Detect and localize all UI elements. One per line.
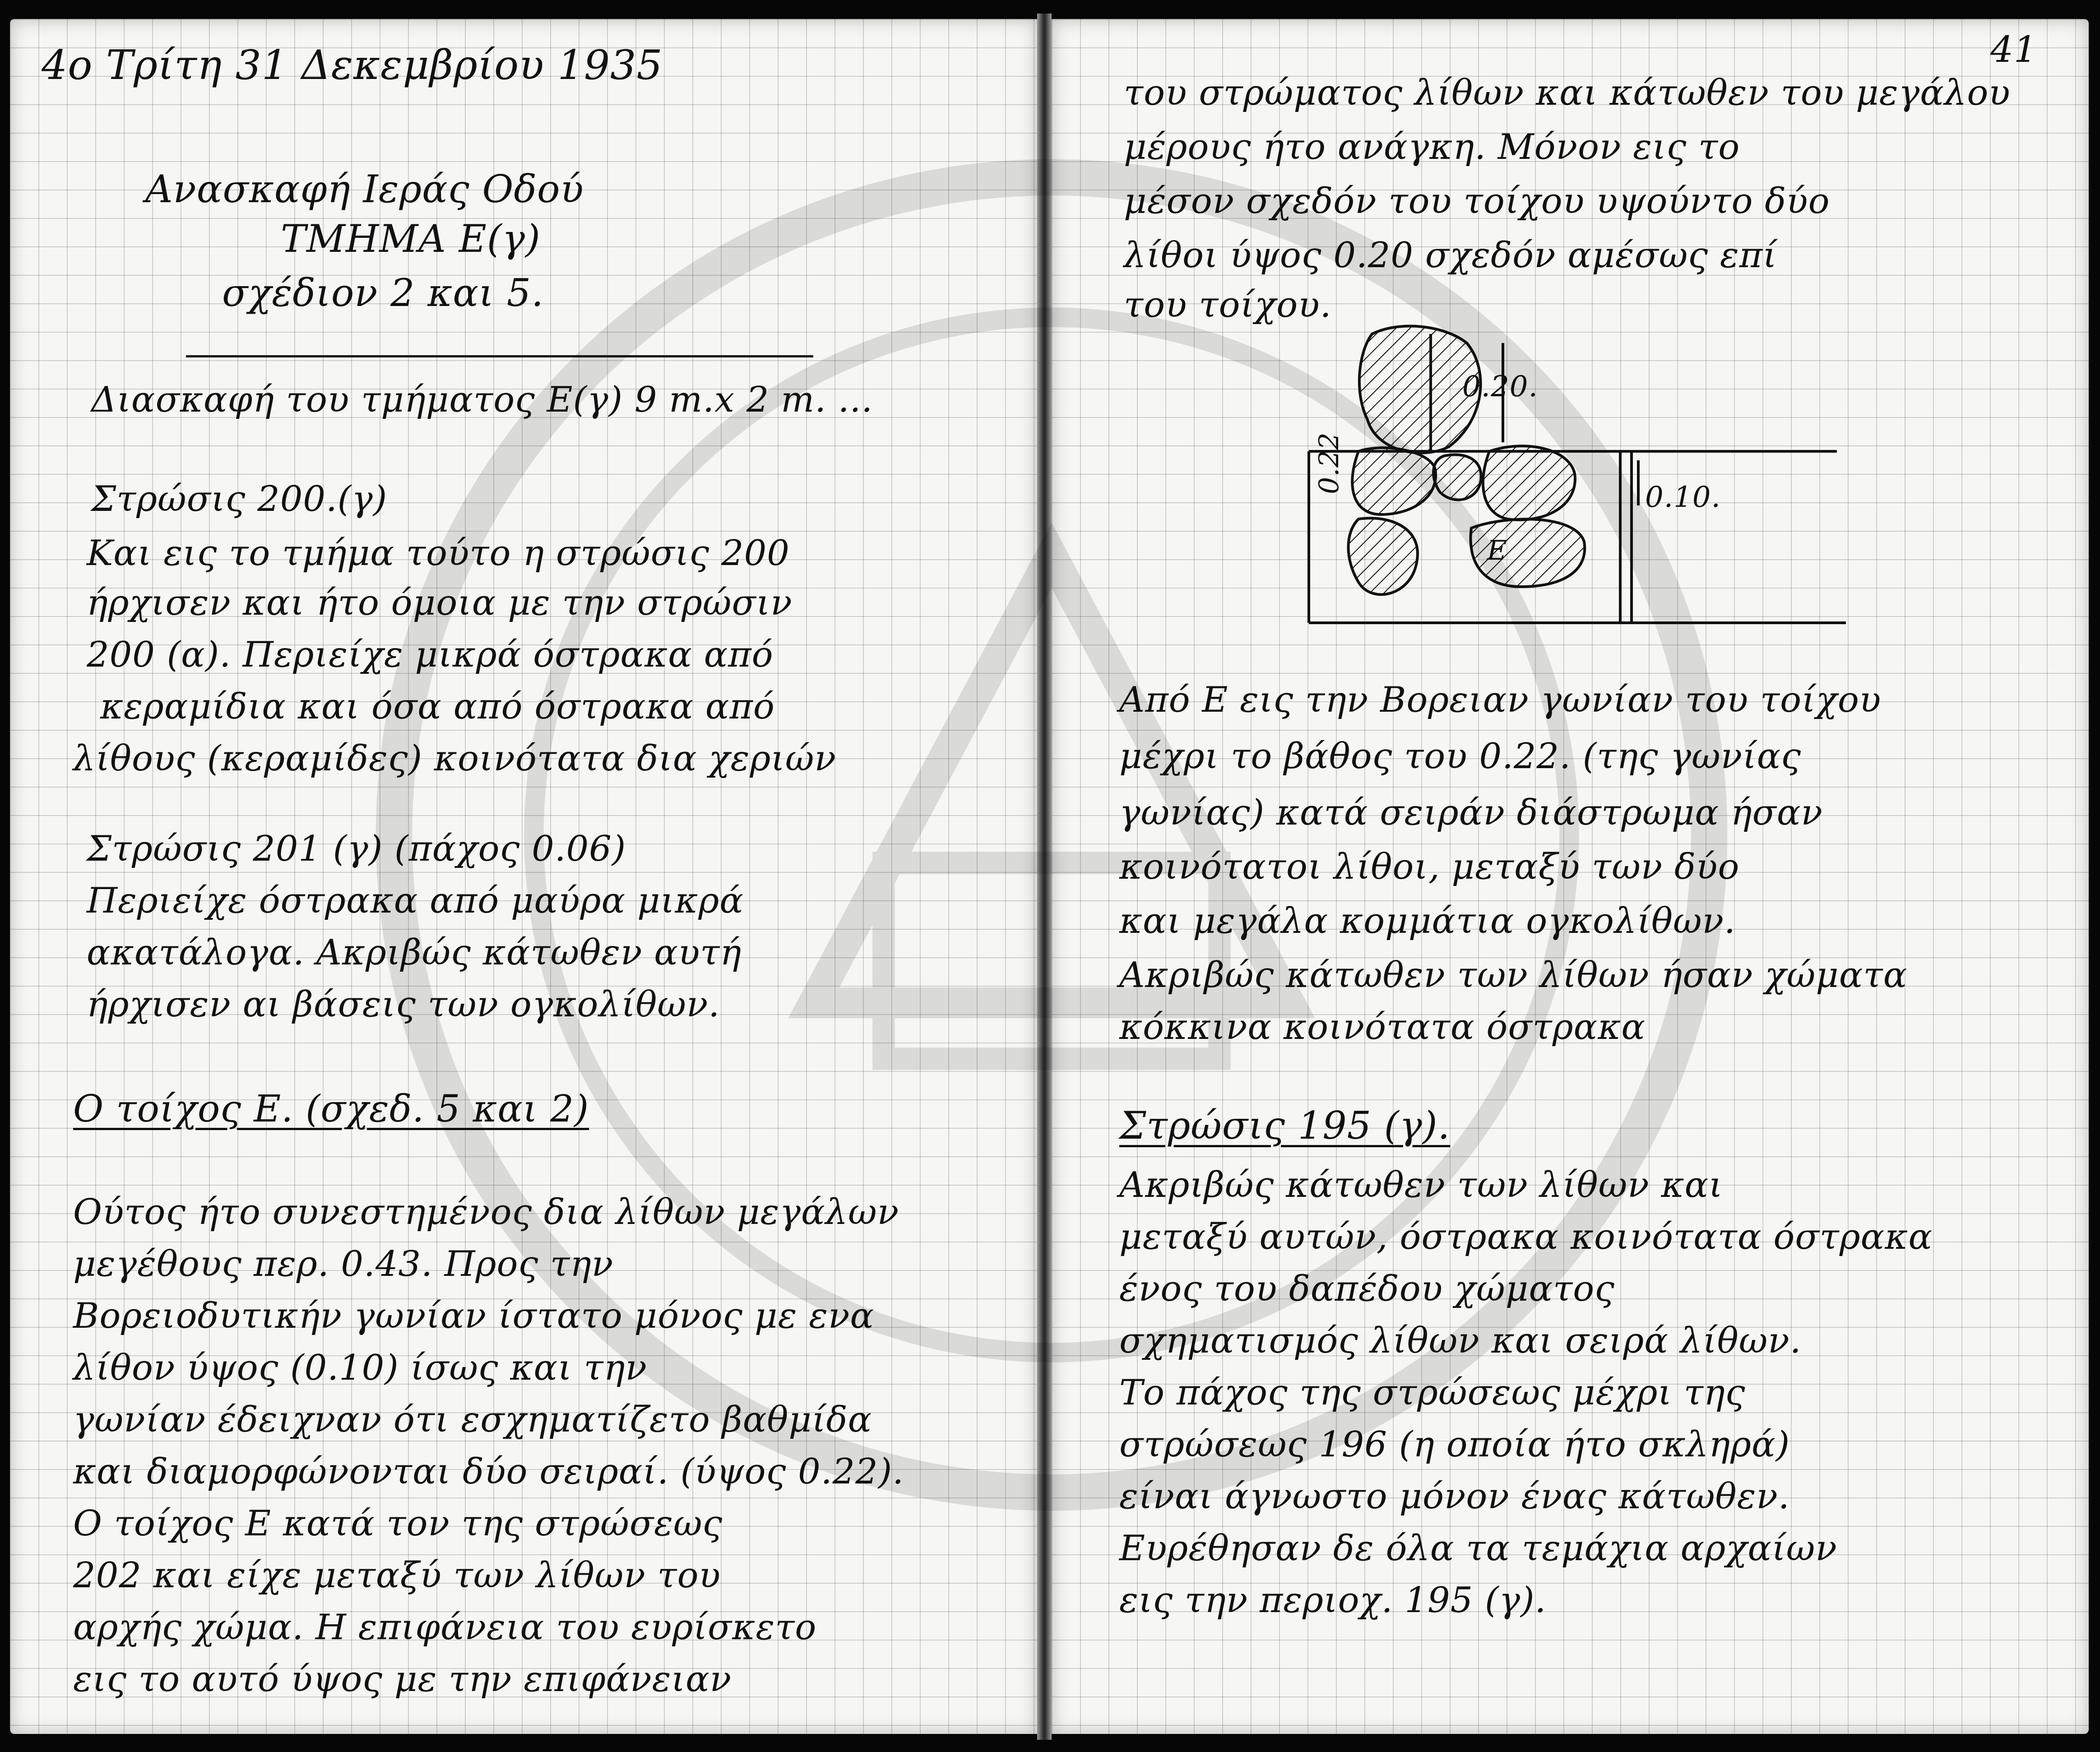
text-line: λίθους (κεραμίδες) κοινότατα δια χεριών: [73, 738, 836, 779]
text-line: μέρους ήτο ανάγκη. Μόνον εις το: [1124, 127, 1740, 167]
text-line: μέσον σχεδόν του τοίχου υψούντο δύο: [1124, 181, 1830, 222]
text-line: ακατάλογα. Ακριβώς κάτωθεν αυτή: [87, 932, 742, 973]
heading-section: ΤΜΗΜΑ Ε(γ): [281, 217, 541, 261]
text-line: μέχρι το βάθος του 0.22. (της γωνίας: [1119, 736, 1802, 777]
text-line: Βορειοδυτικήν γωνίαν ίστατο μόνος με ενα: [73, 1296, 875, 1336]
text-line: και μεγάλα κομμάτια ογκολίθων.: [1119, 901, 1736, 941]
text-line: του τοίχου.: [1124, 285, 1332, 325]
text-line: Διασκαφή του τμήματος Ε(γ) 9 m.x 2 m. ...: [91, 380, 873, 420]
notebook-gutter: [1037, 14, 1052, 1740]
text-line: σχηματισμός λίθων και σειρά λίθων.: [1119, 1321, 1802, 1361]
section-heading: Στρώσις 201 (γ) (πάχος 0.06): [87, 829, 626, 869]
text-line: κόκκινα κοινότατα όστρακα: [1119, 1007, 1646, 1047]
text-line: μεγέθους περ. 0.43. Προς την: [73, 1244, 614, 1284]
text-line: λίθον ύψος (0.10) ίσως και την: [73, 1348, 647, 1388]
text-line: γωνίαν έδειχναν ότι εσχηματίζετο βαθμίδα: [73, 1400, 872, 1440]
stone-shapes: [1349, 326, 1585, 595]
heading-excavation: Ανασκαφή Ιεράς Οδού: [145, 167, 584, 211]
text-line: λίθοι ύψος 0.20 σχεδόν αμέσως επί: [1124, 235, 1777, 276]
right-page: [1052, 19, 2089, 1734]
text-line: ένος του δαπέδου χώματος: [1119, 1269, 1615, 1309]
page-number: 41: [1990, 28, 2037, 70]
text-line: εις την περιοχ. 195 (γ).: [1119, 1580, 1547, 1621]
sketch-label-side: 0.22: [1313, 432, 1345, 494]
text-line: εις το αυτό ύψος με την επιφάνειαν: [73, 1659, 732, 1700]
text-line: και διαμορφώνονται δύο σειραί. (ύψος 0.22).: [73, 1451, 904, 1492]
text-line: ήρχισεν και ήτο όμοια με την στρώσιν: [87, 583, 793, 623]
text-line: στρώσεως 196 (η οποία ήτο σκληρά): [1119, 1424, 1790, 1465]
text-line: Από Ε εις την Βορειαν γωνίαν του τοίχου: [1119, 680, 1882, 720]
wall-section-sketch: [1295, 316, 1882, 641]
text-line: αρχής χώμα. Η επιφάνεια του ευρίσκετο: [73, 1607, 817, 1648]
date-line: 4o Τρίτη 31 Δεκεμβρίου 1935: [42, 42, 663, 89]
section-heading-wall-e: Ο τοίχος Ε. (σχεδ. 5 και 2): [73, 1088, 589, 1131]
text-line: κεραμίδια και όσα από όστρακα από: [100, 686, 775, 727]
sketch-label-letter: Ε: [1487, 535, 1507, 566]
heading-drawing-ref: σχέδιον 2 και 5.: [222, 271, 544, 315]
section-heading: Στρώσις 200.(γ): [91, 479, 388, 519]
text-line: ήρχισεν αι βάσεις των ογκολίθων.: [87, 984, 720, 1025]
text-line: Και εις το τμήμα τούτο η στρώσις 200: [87, 533, 790, 574]
left-page: [10, 19, 1037, 1734]
text-line: Ακριβώς κάτωθεν των λίθων ήσαν χώματα: [1119, 955, 1908, 996]
text-line: Ακριβώς κάτωθεν των λίθων και: [1119, 1165, 1723, 1205]
text-line: Ευρέθησαν δε όλα τα τεμάχια αρχαίων: [1119, 1528, 1837, 1569]
text-line: Ο τοίχος Ε κατά τον της στρώσεως: [73, 1503, 723, 1544]
section-heading-195: Στρώσις 195 (γ).: [1119, 1103, 1451, 1148]
heading-rule: [186, 355, 813, 357]
text-line: 202 και είχε μεταξύ των λίθων του: [73, 1555, 721, 1596]
sketch-label-top: 0.20.: [1462, 370, 1538, 403]
text-line: μεταξύ αυτών, όστρακα κοινότατα όστρακα: [1119, 1217, 1933, 1257]
text-line: είναι άγνωστο μόνον ένας κάτωθεν.: [1119, 1476, 1790, 1517]
text-line: του στρώματος λίθων και κάτωθεν του μεγάλου: [1124, 73, 2011, 113]
text-line: Το πάχος της στρώσεως μέχρι της: [1119, 1372, 1746, 1413]
text-line: Ούτος ήτο συνεστημένος δια λίθων μεγάλων: [73, 1192, 899, 1233]
text-line: Περιείχε όστρακα από μαύρα μικρά: [87, 881, 744, 921]
text-line: 200 (α). Περιείχε μικρά όστρακα από: [87, 635, 774, 675]
sketch-label-right: 0.10.: [1645, 481, 1721, 514]
text-line: γωνίας) κατά σειράν διάστρωμα ήσαν: [1119, 793, 1823, 833]
text-line: κοινότατοι λίθοι, μεταξύ των δύο: [1119, 847, 1740, 887]
